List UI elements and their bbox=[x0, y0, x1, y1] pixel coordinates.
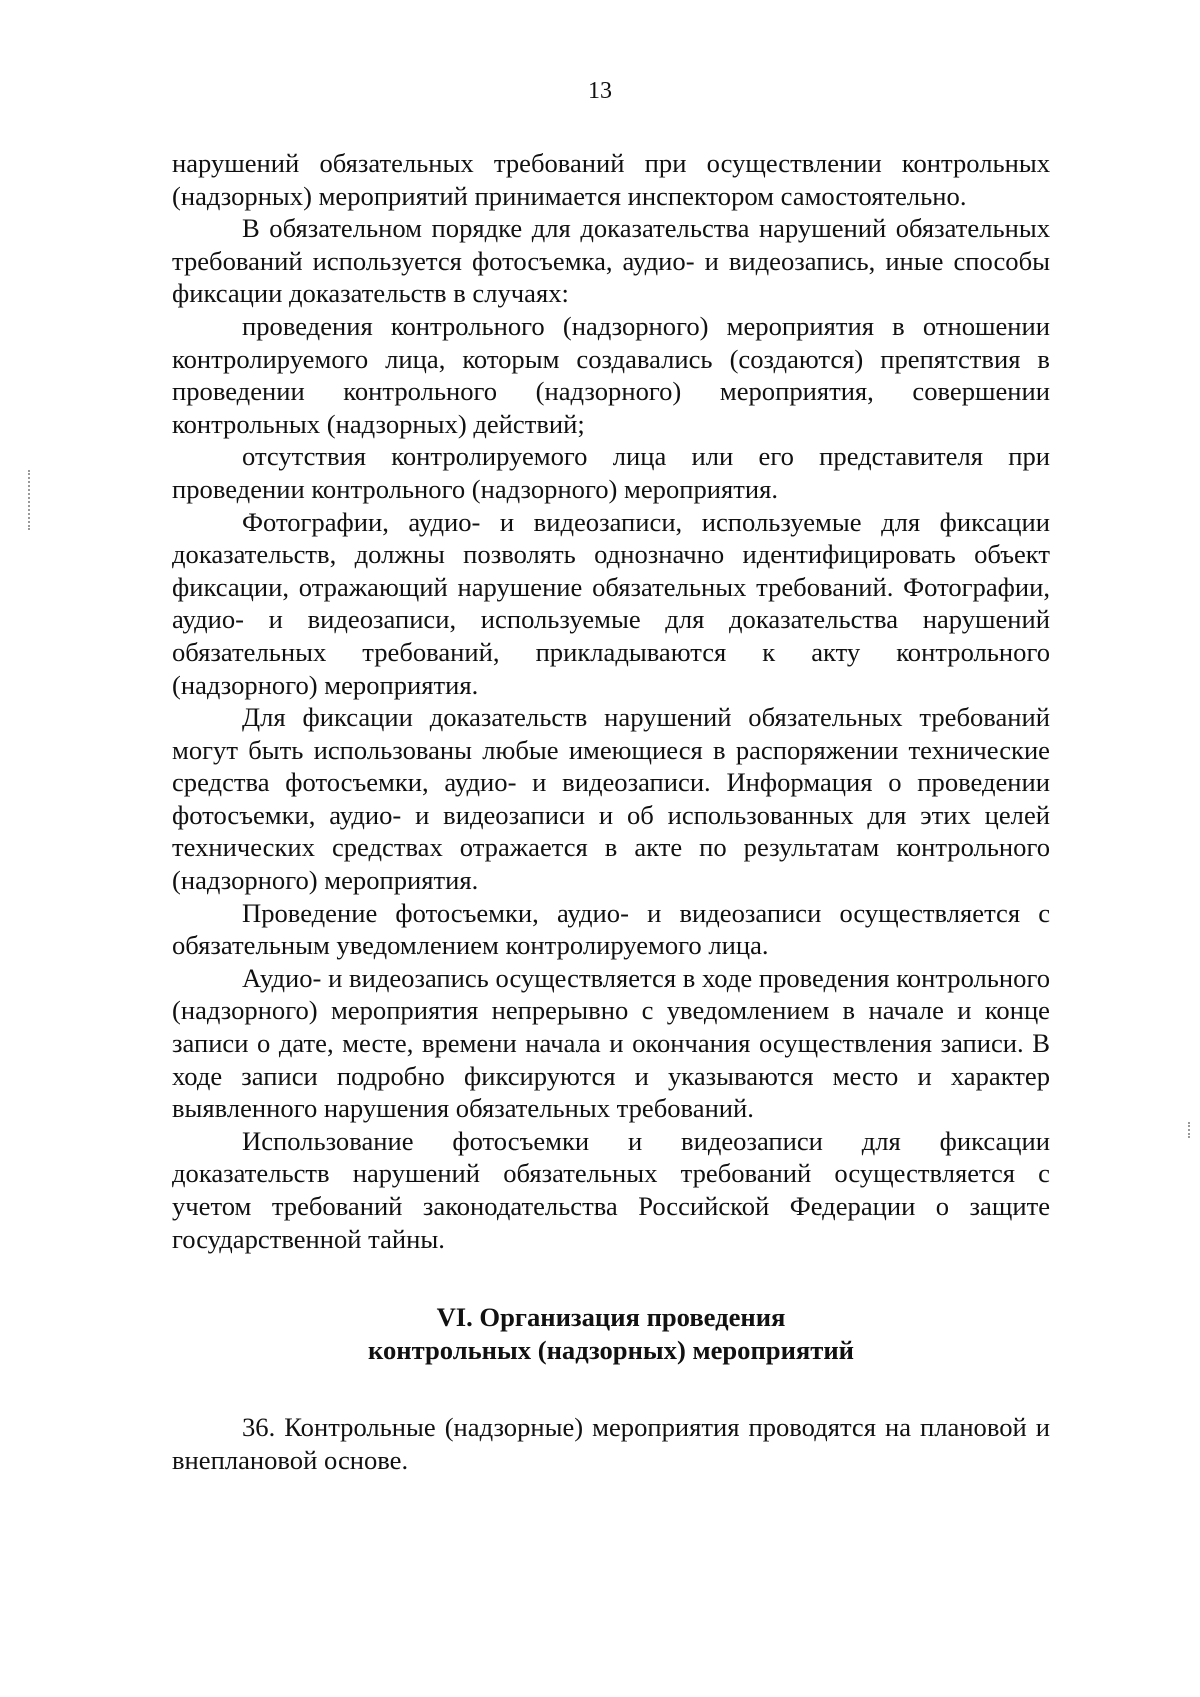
section-heading-line-2: контрольных (надзорных) мероприятий bbox=[367, 1335, 855, 1366]
paragraph-1: нарушений обязательных требований при осуществлении контрольных (надзорных) мероприятий принимается инспектором самостоятельно. bbox=[172, 148, 1050, 211]
paragraph-2: В обязательном порядке для доказательства нарушений обязательных требований используется фотосъемка, аудио- и видеозапись, иные способы фиксации доказательств в случаях: bbox=[172, 213, 1050, 309]
paragraph-6: Для фиксации доказательств нарушений обязательных требований могут быть использованы любые имеющиеся в распоряжении технические средства фотосъемки, аудио- и видеозаписи. Информация о проведении фотосъемки, аудио- и видеозаписи и об использованных для этих целей технических средствах отражается в акте по результатам контрольного (надзорного) мероприятия. bbox=[172, 702, 1050, 896]
paragraph-36: 36. Контрольные (надзорные) мероприятия проводятся на плановой и внеплановой основе. bbox=[172, 1412, 1050, 1475]
page-number: 13 bbox=[588, 78, 612, 104]
body-text bbox=[172, 147, 1050, 1476]
scan-artifact-left bbox=[28, 470, 32, 530]
section-heading bbox=[172, 1301, 1050, 1367]
paragraph-9: Использование фотосъемки и видеозаписи для фиксации доказательств нарушений обязательных требований осуществляется с учетом требований законодательства Российской Федерации о защите государственной тайны. bbox=[172, 1125, 1050, 1254]
section-heading-line-1: VI. Организация проведения bbox=[436, 1302, 786, 1333]
paragraph-4: отсутствия контролируемого лица или его представителя при проведении контрольного (надзорного) мероприятия. bbox=[172, 441, 1050, 504]
paragraph-8: Аудио- и видеозапись осуществляется в ходе проведения контрольного (надзорного) мероприятия непрерывно с уведомлением в начале и конце записи о дате, месте, времени начала и окончания осуществления записи. В ходе записи подробно фиксируются и указываются место и характер выявленного нарушения обязательных требований. bbox=[172, 962, 1050, 1124]
paragraph-5: Фотографии, аудио- и видеозаписи, используемые для фиксации доказательств, должны позволять однозначно идентифицировать объект фиксации, отражающий нарушение обязательных требований. Фотографии, аудио- и видеозаписи, используемые для доказательства нарушений обязательных требований, прикладываются к акту контрольного (надзорного) мероприятия. bbox=[172, 506, 1050, 700]
scan-artifact-right bbox=[1188, 1122, 1192, 1138]
paragraph-3: проведения контрольного (надзорного) мероприятия в отношении контролируемого лица, которым создавались (создаются) препятствия в проведении контрольного (надзорного) мероприятия, совершении контрольных (надзорных) действий; bbox=[172, 310, 1050, 439]
paragraph-7: Проведение фотосъемки, аудио- и видеозаписи осуществляется с обязательным уведомлением контролируемого лица. bbox=[172, 897, 1050, 961]
